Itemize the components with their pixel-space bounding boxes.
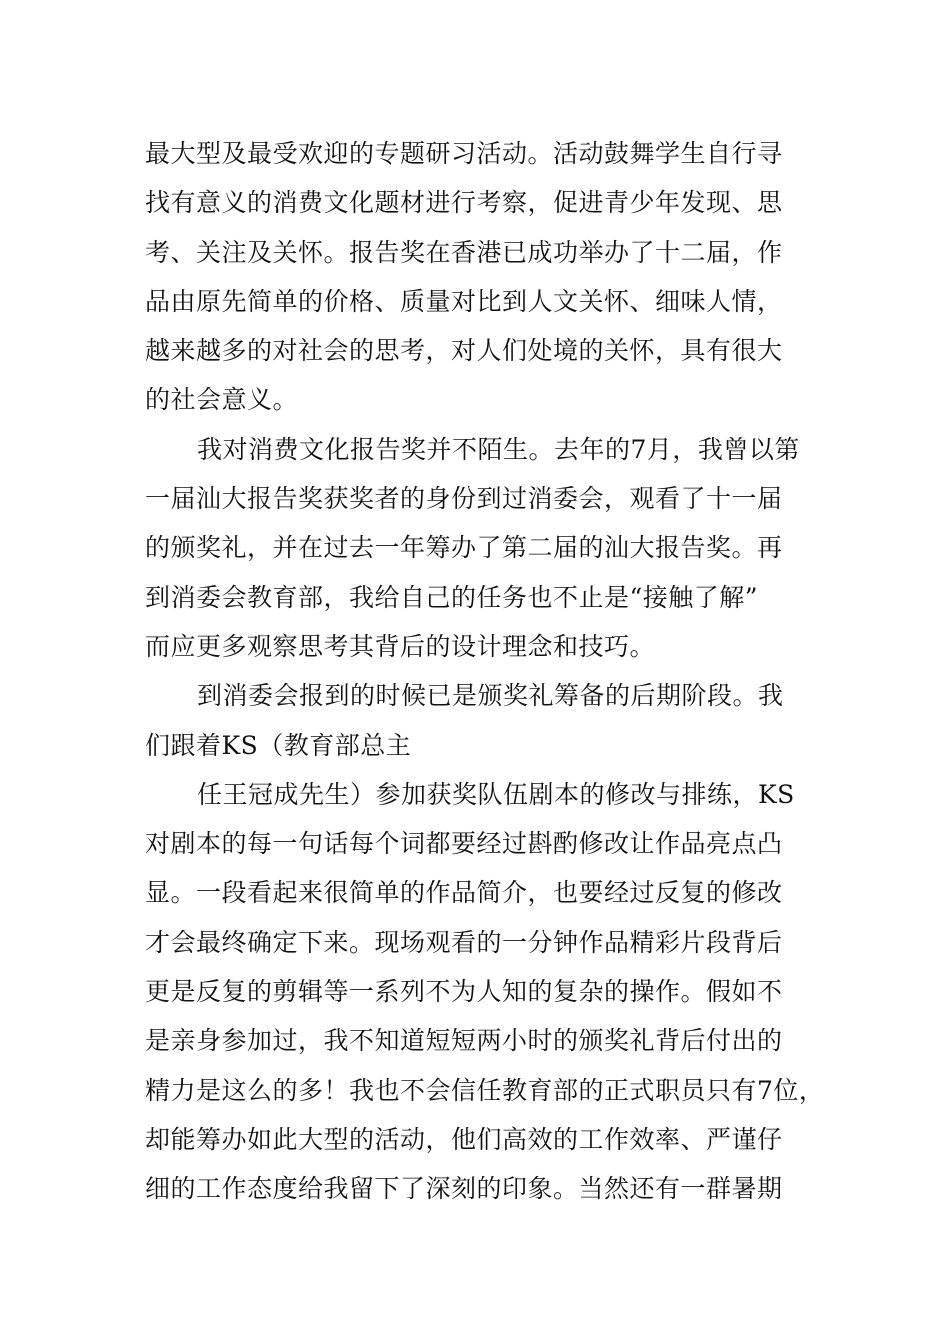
text-line: 的颁奖礼，并在过去一年筹办了第二届的汕大报告奖。再 — [145, 533, 783, 563]
text-line: 到消委会教育部，我给自己的任务也不止是“接触了解” — [145, 582, 759, 612]
text-line: 更是反复的剪辑等一系列不为人知的复杂的操作。假如不 — [145, 977, 783, 1007]
text-line: 一届汕大报告奖获奖者的身份到过消委会，观看了十一届 — [145, 484, 783, 514]
text-line: 精力是这么的多！我也不会信任教育部的正式职员只有7位， — [145, 1075, 825, 1105]
text-line: 才会最终确定下来。现场观看的一分钟作品精彩片段背后 — [145, 927, 783, 957]
text-line: 而应更多观察思考其背后的设计理念和技巧。 — [145, 631, 656, 661]
text-line: 们跟着KS（教育部总主 — [145, 730, 412, 760]
body-text — [145, 129, 825, 1214]
text-line: 最大型及最受欢迎的专题研习活动。活动鼓舞学生自行寻 — [145, 139, 783, 168]
text-line: 考、关注及关怀。报告奖在香港已成功举办了十二届，作 — [145, 237, 783, 267]
text-line: 是亲身参加过，我不知道短短两小时的颁奖礼背后付出的 — [145, 1026, 783, 1056]
text-line: 显。一段看起来很简单的作品简介，也要经过反复的修改 — [145, 878, 783, 908]
text-line: 越来越多的对社会的思考，对人们处境的关怀，具有很大 — [145, 336, 783, 366]
text-line: 的社会意义。 — [145, 385, 299, 415]
text-line-paragraph-start: 我对消费文化报告奖并不陌生。去年的7月，我曾以第 — [197, 434, 800, 464]
text-line-paragraph-start: 到消委会报到的时候已是颁奖礼筹备的后期阶段。我 — [197, 681, 784, 711]
text-line-paragraph-start: 任王冠成先生）参加获奖队伍剧本的修改与排练，KS — [197, 779, 795, 809]
text-line: 却能筹办如此大型的活动，他们高效的工作效率、严谨仔 — [145, 1124, 783, 1154]
text-line: 细的工作态度给我留下了深刻的印象。当然还有一群暑期 — [145, 1174, 783, 1204]
text-line: 对剧本的每一句话每个词都要经过斟酌修改让作品亮点凸 — [145, 829, 783, 859]
text-line: 找有意义的消费文化题材进行考察，促进青少年发现、思 — [145, 188, 783, 218]
text-line: 品由原先简单的价格、质量对比到人文关怀、细味人情， — [145, 286, 783, 316]
